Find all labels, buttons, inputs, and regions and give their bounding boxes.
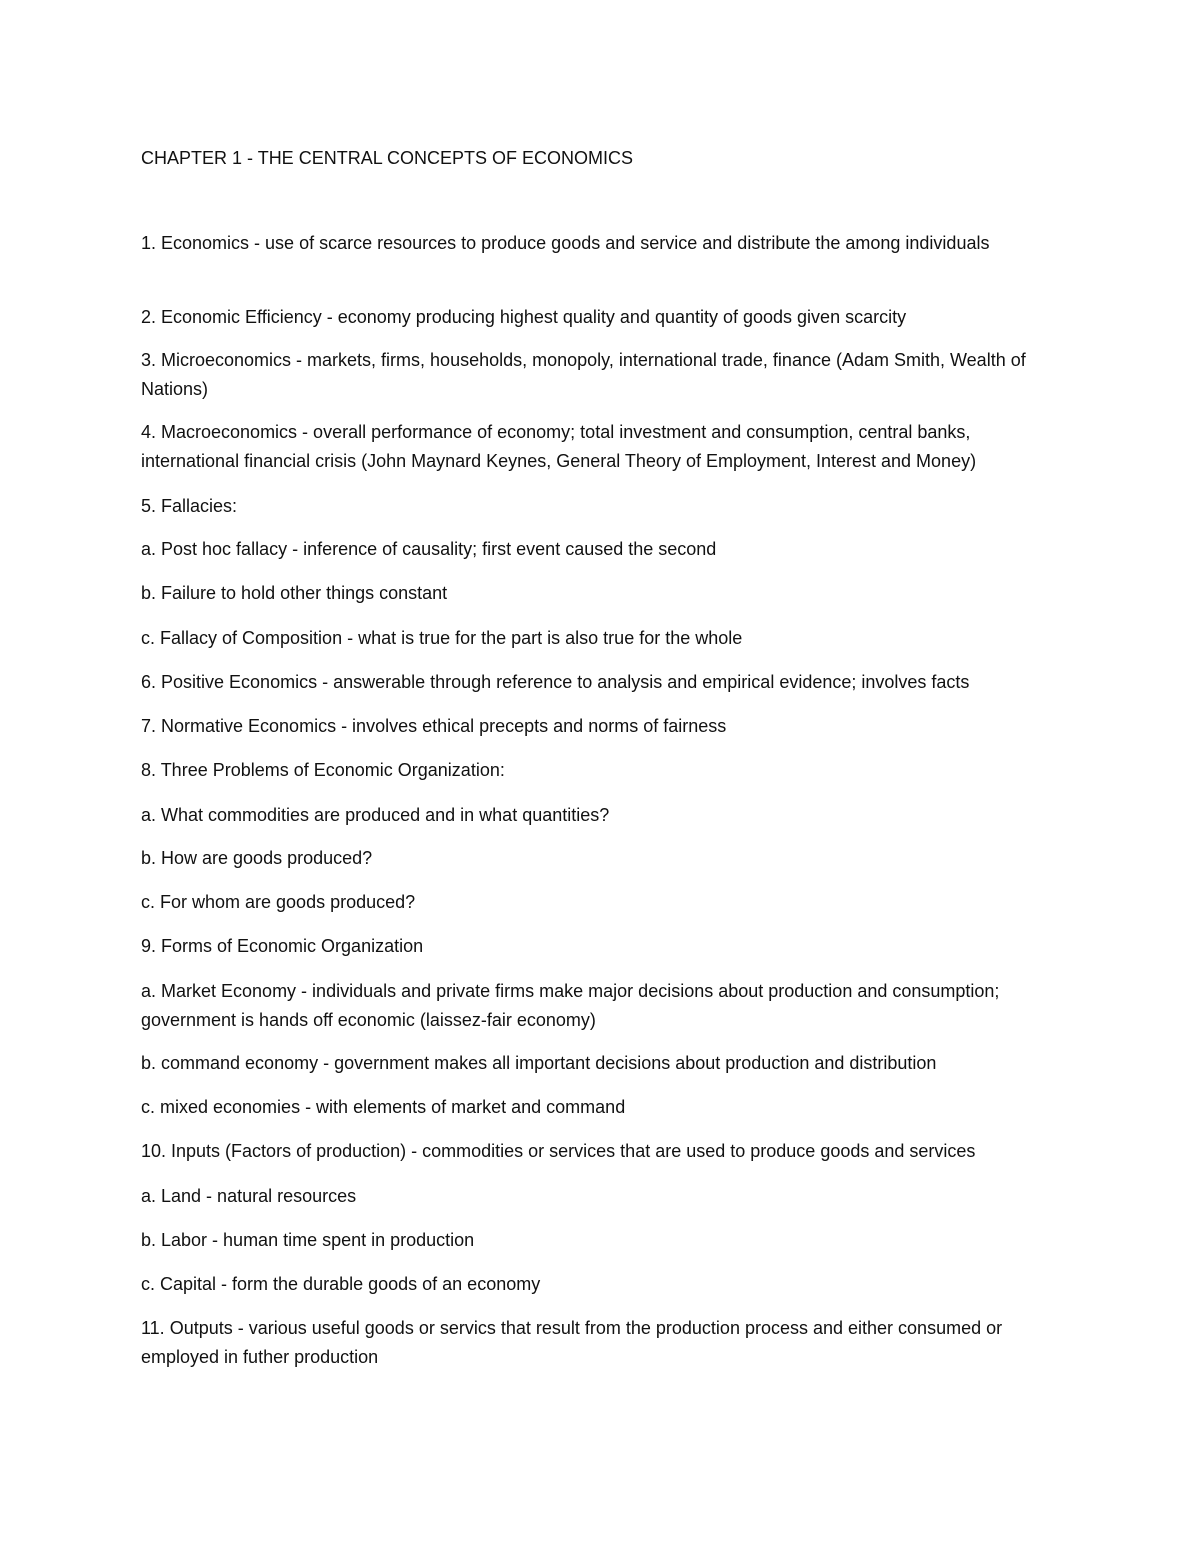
paragraph: a. What commodities are produced and in what quantities? <box>141 805 610 825</box>
paragraph: 11. Outputs - various useful goods or servics that result from the production process and either consumed or employed in futher production <box>141 1318 1003 1367</box>
paragraph: 7. Normative Economics - involves ethical precepts and norms of fairness <box>141 716 727 736</box>
paragraph: b. Labor - human time spent in production <box>141 1230 475 1250</box>
paragraph: c. For whom are goods produced? <box>141 892 416 912</box>
paragraph: 3. Microeconomics - markets, firms, households, monopoly, international trade, finance (Adam Smith, Wealth of Nations) <box>141 350 1026 399</box>
paragraph: c. Fallacy of Composition - what is true for the part is also true for the whole <box>141 628 743 648</box>
paragraph: 5. Fallacies: <box>141 496 238 516</box>
paragraph: 9. Forms of Economic Organization <box>141 936 424 956</box>
paragraph: c. mixed economies - with elements of market and command <box>141 1097 626 1117</box>
paragraph: 10. Inputs (Factors of production) - commodities or services that are used to produce goods and services <box>141 1141 976 1161</box>
paragraph: a. Land - natural resources <box>141 1186 357 1206</box>
paragraph: a. Market Economy - individuals and private firms make major decisions about production and consumption; government is hands off economic (laissez-fair economy) <box>141 981 1000 1030</box>
paragraph: b. How are goods produced? <box>141 848 373 868</box>
paragraph: c. Capital - form the durable goods of an economy <box>141 1274 541 1294</box>
paragraph: 6. Positive Economics - answerable through reference to analysis and empirical evidence; involves facts <box>141 672 970 692</box>
paragraph: 8. Three Problems of Economic Organization: <box>141 760 505 780</box>
page-title: CHAPTER 1 - THE CENTRAL CONCEPTS OF ECONOMICS <box>141 148 634 168</box>
paragraph: 4. Macroeconomics - overall performance of economy; total investment and consumption, central banks, international financial crisis (John Maynard Keynes, General Theory of Employment, Interest and Money) <box>141 422 977 471</box>
paragraph: a. Post hoc fallacy - inference of causality; first event caused the second <box>141 539 717 559</box>
paragraph: b. Failure to hold other things constant <box>141 583 448 603</box>
paragraph: b. command economy - government makes all important decisions about production and distribution <box>141 1053 937 1073</box>
paragraph: 2. Economic Efficiency - economy producing highest quality and quantity of goods given scarcity <box>141 307 907 327</box>
paragraph: 1. Economics - use of scarce resources to produce goods and service and distribute the among individuals <box>141 233 990 253</box>
